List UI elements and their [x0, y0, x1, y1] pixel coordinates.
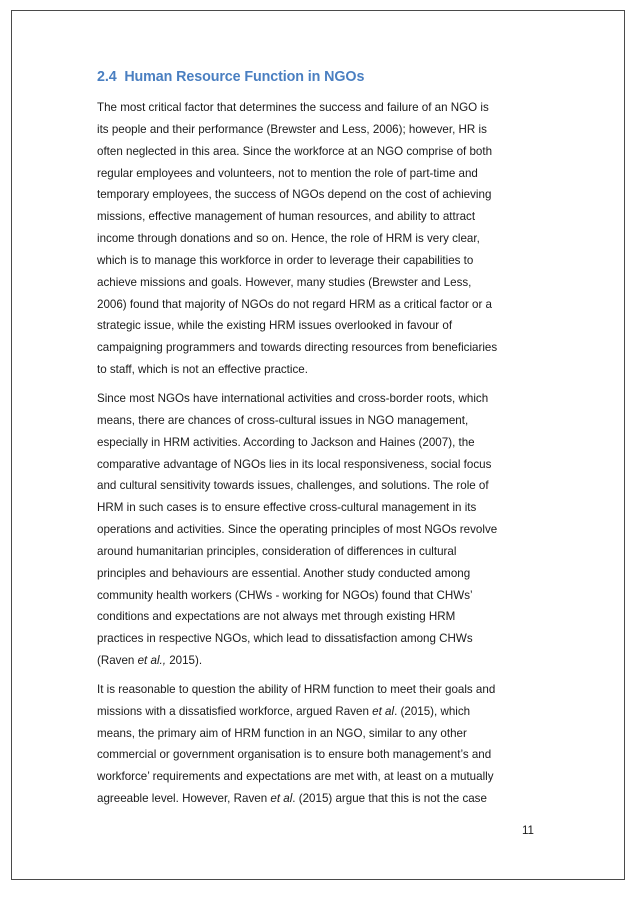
text-line: It is reasonable to question the ability of HRM function to meet their goals and	[97, 682, 496, 696]
text-line: and cultural sensitivity towards issues, challenges, and solutions. The role of	[97, 479, 489, 493]
italic-citation: et al	[372, 704, 395, 718]
italic-citation: et al	[270, 792, 293, 806]
text-line: (Raven et al., 2015).	[97, 654, 203, 668]
text-line: missions with a dissatisfied workforce, argued Raven et al. (2015), which	[97, 704, 471, 718]
text-line: commercial or government organisation is to ensure both management’s and	[97, 748, 492, 762]
paragraph-3	[97, 679, 537, 810]
text-line: often neglected in this area. Since the workforce at an NGO comprise of both	[97, 144, 493, 158]
text-line: comparative advantage of NGOs lies in its local responsiveness, social focus	[97, 457, 492, 471]
paragraph-2	[97, 388, 537, 672]
text-line: missions, effective management of human resources, and ability to attract	[97, 210, 476, 224]
text-line: HRM in such cases is to ensure effective cross-cultural management in its	[97, 501, 477, 515]
text-line: The most critical factor that determines the success and failure of an NGO is	[97, 101, 489, 114]
text-line: temporary employees, the success of NGOs depend on the cost of achieving	[97, 188, 492, 202]
text-line: especially in HRM activities. According to Jackson and Haines (2007), the	[97, 435, 475, 449]
text-line: income through donations and so on. Hence, the role of HRM is very clear,	[97, 232, 480, 246]
text-line: community health workers (CHWs - working for NGOs) found that CHWs’	[97, 588, 473, 602]
text-line: to staff, which is not an effective practice.	[97, 363, 308, 377]
text-line: means, there are chances of cross-cultural issues in NGO management,	[97, 413, 469, 427]
paragraph-1	[97, 97, 537, 381]
text-line: which is to manage this workforce in order to leverage their capabilities to	[97, 253, 474, 267]
italic-citation: et al.,	[137, 654, 166, 668]
text-line: regular employees and volunteers, not to mention the role of part-time and	[97, 166, 478, 180]
section-number: 2.4	[97, 69, 117, 85]
text-line: 2006) found that majority of NGOs do not regard HRM as a critical factor or a	[97, 297, 493, 311]
text-line: operations and activities. Since the operating principles of most NGOs revolve	[97, 523, 498, 537]
page-number: 11	[521, 824, 534, 837]
section-heading	[97, 66, 537, 88]
text-line: campaigning programmers and towards directing resources from beneficiaries	[97, 341, 498, 355]
text-line: principles and behaviours are essential. Another study conducted among	[97, 566, 471, 580]
text-line: achieve missions and goals. However, many studies (Brewster and Less,	[97, 275, 472, 289]
text-line: agreeable level. However, Raven et al. (2015) argue that this is not the case	[97, 792, 487, 806]
text-line: means, the primary aim of HRM function in an NGO, similar to any other	[97, 726, 467, 740]
document-body	[97, 66, 537, 817]
text-line: strategic issue, while the existing HRM issues overlooked in favour of	[97, 319, 453, 333]
text-line: Since most NGOs have international activities and cross-border roots, which	[97, 391, 489, 405]
text-line: practices in respective NGOs, which lead to dissatisfaction among CHWs	[97, 632, 473, 646]
text-line: workforce’ requirements and expectations are met with, at least on a mutually	[97, 770, 494, 784]
text-line: conditions and expectations are not always met through existing HRM	[97, 610, 456, 624]
text-line: its people and their performance (Brewster and Less, 2006); however, HR is	[97, 122, 487, 136]
text-line: around humanitarian principles, consideration of differences in cultural	[97, 544, 457, 558]
section-title: Human Resource Function in NGOs	[124, 69, 365, 85]
